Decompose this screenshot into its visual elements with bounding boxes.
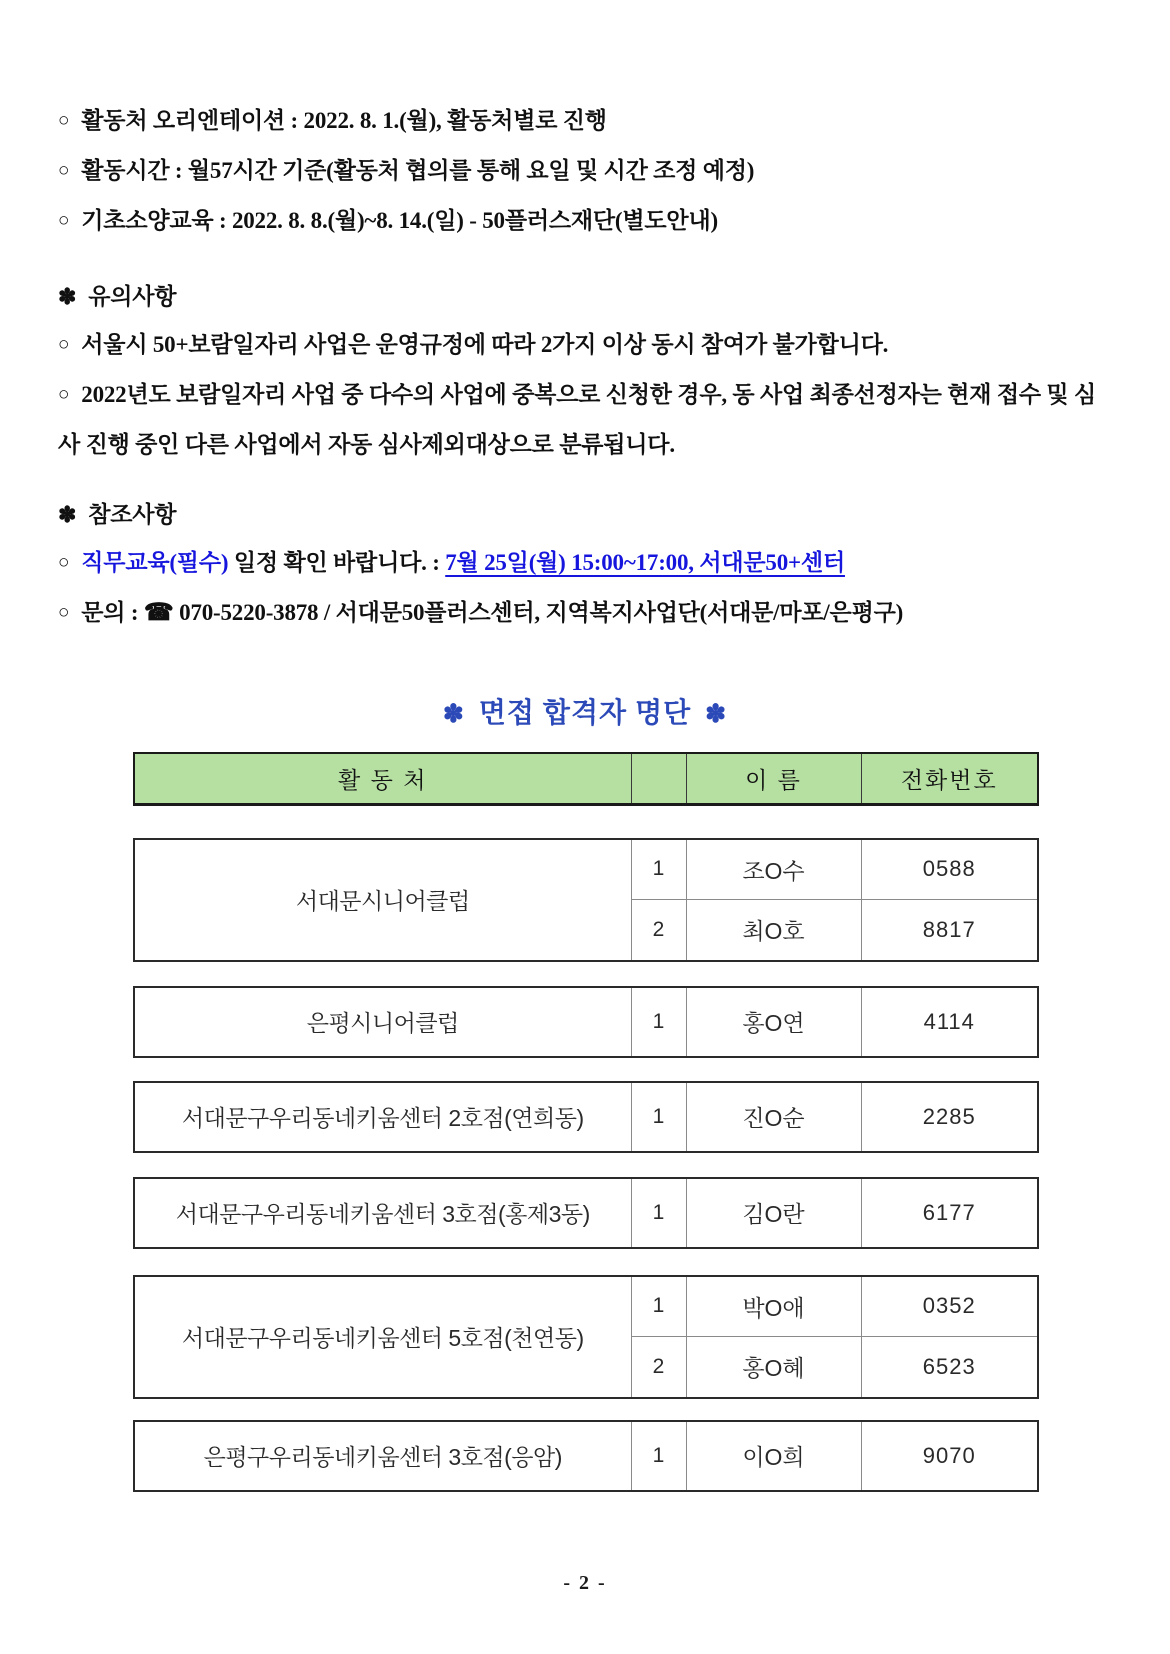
- phone-cell: 6523: [861, 1337, 1038, 1398]
- info-line-hours: [58, 147, 1118, 197]
- reference-item-training: [58, 539, 1118, 589]
- notice-item-2-text: 2022년도 보람일자리 사업 중 다수의 사업에 중복으로 신청한 경우, 동 사업 최종선정자는 현재 접수 및 심사 진행 중인 다른 사업에서 자동 심사제외대상으로 분류됩니다.: [58, 382, 1097, 457]
- roster-block-kium-center-3: [133, 1177, 1039, 1249]
- place-cell: 서대문시니어클럽: [134, 839, 631, 961]
- notice-section: [58, 273, 1118, 469]
- info-line-education-text: 기초소양교육 : 2022. 8. 8.(월)~8. 14.(일) - 50플러스재단(별도안내): [81, 208, 718, 233]
- name-cell: 박O애: [686, 1276, 861, 1337]
- name-cell: 진O순: [686, 1082, 861, 1152]
- place-cell: 은평구우리동네키움센터 3호점(응암): [134, 1421, 631, 1491]
- info-line-orientation-text: 활동처 오리엔테이션 : 2022. 8. 1.(월), 활동처별로 진행: [81, 108, 607, 133]
- info-line-orientation: [58, 97, 1118, 147]
- clover-icon: ✽: [58, 502, 77, 527]
- training-required-label: 직무교육(필수): [81, 550, 229, 575]
- roster-title: [0, 694, 1170, 734]
- roster-block-kium-center-2: [133, 1081, 1039, 1153]
- index-cell: 1: [631, 987, 686, 1057]
- page-number: - 2 -: [563, 1572, 607, 1594]
- contact-number-text: 070-5220-3878 / 서대문50플러스센터, 지역복지사업단(서대문/마포/은평구): [173, 600, 904, 625]
- table-row: [134, 1082, 1038, 1152]
- roster-block-eunpyeong-senior-club: [133, 986, 1039, 1058]
- column-header-place: 활 동 처: [134, 753, 631, 804]
- phone-cell: 9070: [861, 1421, 1038, 1491]
- bullet-circle-icon: ○: [58, 160, 70, 181]
- training-middle-text: 일정 확인 바랍니다. :: [228, 550, 446, 575]
- phone-icon: ☎: [143, 600, 174, 626]
- column-header-phone: 전화번호: [861, 753, 1038, 804]
- phone-cell: 0588: [861, 839, 1038, 900]
- phone-cell: 6177: [861, 1178, 1038, 1248]
- bullet-circle-icon: ○: [58, 334, 70, 355]
- training-schedule-link[interactable]: 7월 25일(월) 15:00~17:00, 서대문50+센터: [445, 550, 845, 575]
- index-cell: 1: [631, 1276, 686, 1337]
- contact-prefix-text: 문의 :: [81, 600, 144, 625]
- bullet-circle-icon: ○: [58, 552, 70, 573]
- roster-block-kium-center-5: [133, 1275, 1039, 1399]
- notice-heading: [58, 273, 1118, 321]
- notice-heading-text: 유의사항: [88, 284, 177, 309]
- bullet-circle-icon: ○: [58, 210, 70, 231]
- phone-cell: 0352: [861, 1276, 1038, 1337]
- notice-item-1: [58, 321, 1118, 371]
- roster-title-text: 면접 합격자 명단: [478, 698, 692, 729]
- index-cell: 1: [631, 1421, 686, 1491]
- reference-item-contact: [58, 589, 1118, 639]
- notice-item-1-text: 서울시 50+보람일자리 사업은 운영규정에 따라 2가지 이상 동시 참여가 불가합니다.: [81, 332, 889, 357]
- bullet-circle-icon: ○: [58, 384, 70, 405]
- name-cell: 최O호: [686, 900, 861, 961]
- phone-cell: 2285: [861, 1082, 1038, 1152]
- place-cell: 서대문구우리동네키움센터 2호점(연희동): [134, 1082, 631, 1152]
- table-row: [134, 1276, 1038, 1337]
- phone-cell: 4114: [861, 987, 1038, 1057]
- notice-item-2: [58, 371, 1116, 469]
- place-cell: 서대문구우리동네키움센터 5호점(천연동): [134, 1276, 631, 1398]
- name-cell: 홍O연: [686, 987, 861, 1057]
- name-cell: 김O란: [686, 1178, 861, 1248]
- bullet-circle-icon: ○: [58, 602, 70, 623]
- index-cell: 1: [631, 1178, 686, 1248]
- index-cell: 1: [631, 1082, 686, 1152]
- clover-icon: ✽: [705, 701, 728, 728]
- bullet-circle-icon: ○: [58, 110, 70, 131]
- document-body: [0, 0, 1170, 639]
- roster-header-row: [133, 752, 1039, 806]
- clover-icon: ✽: [58, 284, 77, 309]
- clover-icon: ✽: [442, 701, 465, 728]
- table-row: [134, 839, 1038, 900]
- table-row: [134, 987, 1038, 1057]
- name-cell: 이O희: [686, 1421, 861, 1491]
- name-cell: 조O수: [686, 839, 861, 900]
- index-cell: 2: [631, 1337, 686, 1398]
- reference-section: [58, 491, 1118, 639]
- column-header-index: [631, 753, 686, 804]
- place-cell: 은평시니어클럽: [134, 987, 631, 1057]
- info-line-education: [58, 197, 1118, 247]
- place-cell: 서대문구우리동네키움센터 3호점(홍제3동): [134, 1178, 631, 1248]
- roster-table-area: [133, 752, 1039, 1492]
- table-row: [134, 1421, 1038, 1491]
- reference-heading: [58, 491, 1118, 539]
- column-header-name: 이 름: [686, 753, 861, 804]
- reference-heading-text: 참조사항: [88, 502, 177, 527]
- index-cell: 1: [631, 839, 686, 900]
- name-cell: 홍O혜: [686, 1337, 861, 1398]
- index-cell: 2: [631, 900, 686, 961]
- table-row: [134, 1178, 1038, 1248]
- roster-block-seodaemun-senior-club: [133, 838, 1039, 962]
- roster-block-eunpyeong-kium-center-3: [133, 1420, 1039, 1492]
- phone-cell: 8817: [861, 900, 1038, 961]
- info-line-hours-text: 활동시간 : 월57시간 기준(활동처 협의를 통해 요일 및 시간 조정 예정): [81, 158, 755, 183]
